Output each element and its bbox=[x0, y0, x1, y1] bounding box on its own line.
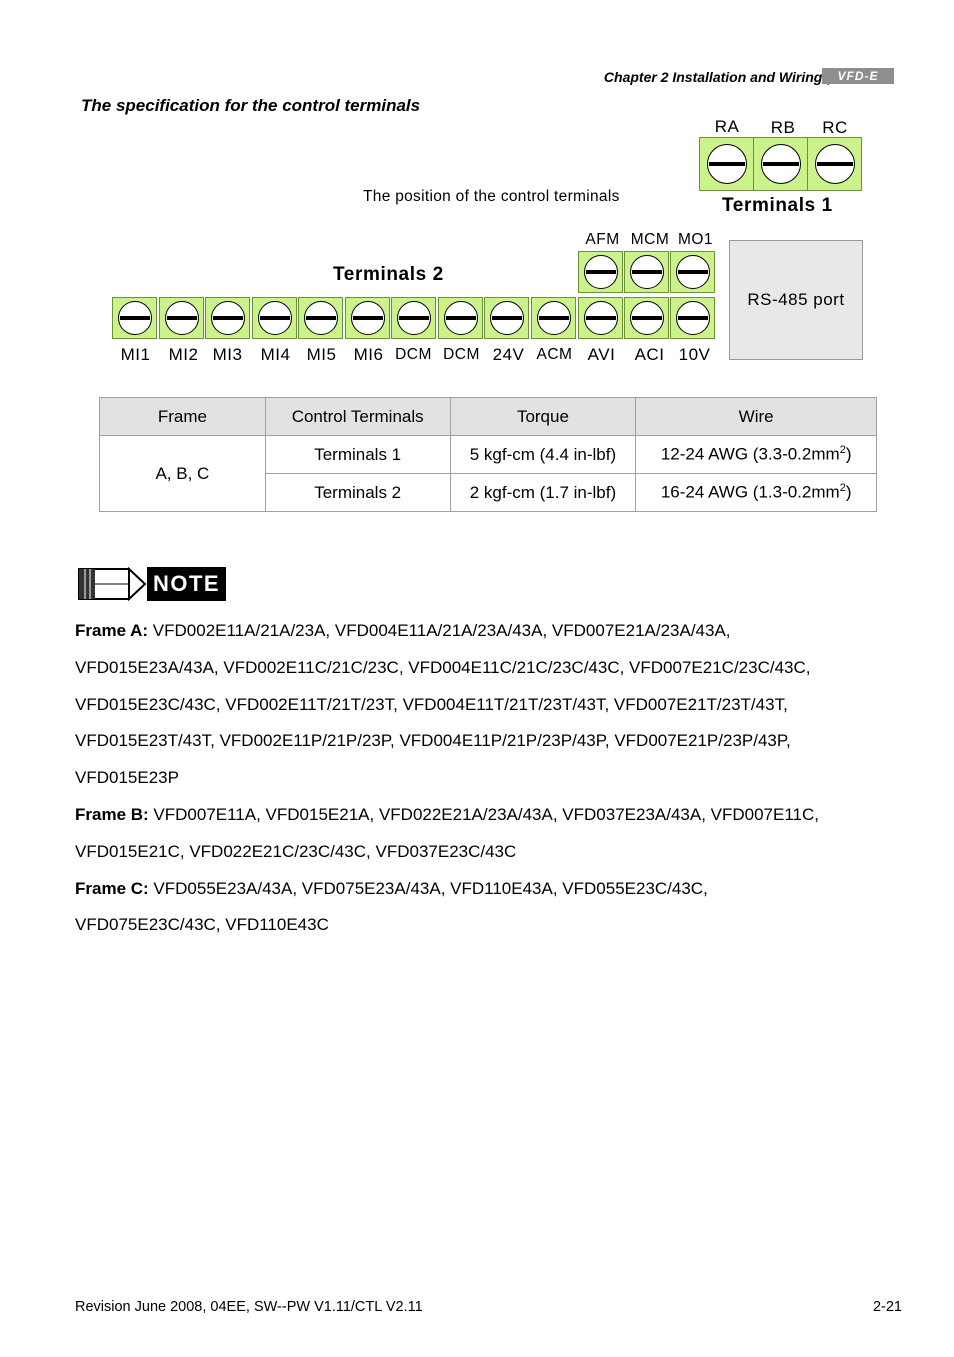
screw-icon bbox=[118, 301, 152, 335]
terminal-10v bbox=[670, 297, 715, 339]
terminals-cell: Terminals 1 bbox=[265, 436, 450, 474]
terminal-label-10v: 10V bbox=[678, 345, 711, 364]
terminal-label-mi1: MI1 bbox=[120, 345, 151, 364]
list-item bbox=[75, 797, 905, 834]
terminal-24v bbox=[484, 297, 529, 339]
terminal-mo1 bbox=[670, 251, 715, 293]
wire-text: 12-24 AWG (3.3-0.2mm bbox=[660, 444, 840, 464]
frame-a-text: VFD015E23A/43A, VFD002E11C/21C/23C, VFD004E11C/21C/23C/43C, VFD007E21C/23C/43C, bbox=[75, 657, 811, 677]
terminal-mi2 bbox=[159, 297, 204, 339]
table-header: Control Terminals bbox=[265, 398, 450, 436]
list-item bbox=[75, 871, 905, 908]
terminal-label-mcm: MCM bbox=[630, 231, 670, 248]
screw-icon bbox=[258, 301, 292, 335]
frame-a-text: VFD015E23C/43C, VFD002E11T/21T/23T, VFD004E11T/21T/23T/43T, VFD007E21T/23T/43T, bbox=[75, 694, 788, 714]
terminal-rb bbox=[753, 137, 808, 191]
frame-b-label: Frame B: bbox=[75, 804, 149, 824]
screw-icon bbox=[537, 301, 571, 335]
terminal-label-mo1: MO1 bbox=[677, 231, 714, 248]
page-number: 2-21 bbox=[872, 1299, 902, 1315]
frame-c-label: Frame C: bbox=[75, 878, 149, 898]
terminal-label-aci: ACI bbox=[634, 345, 665, 364]
torque-cell: 2 kgf-cm (1.7 in-lbf) bbox=[450, 474, 636, 512]
terminal-mi5 bbox=[298, 297, 343, 339]
wire-sup: 2 bbox=[839, 444, 846, 457]
terminal-avi bbox=[578, 297, 623, 339]
terminal-label-mi3: MI3 bbox=[212, 345, 243, 364]
frame-c-text: VFD075E23C/43C, VFD110E43C bbox=[75, 915, 329, 935]
terminal-label-24v: 24V bbox=[492, 345, 525, 364]
terminal-afm bbox=[578, 251, 623, 293]
chapter-header bbox=[604, 69, 830, 85]
wire-close: ) bbox=[845, 444, 852, 464]
position-label: The position of the control terminals bbox=[363, 188, 620, 205]
terminal-label-mi4: MI4 bbox=[260, 345, 291, 364]
wire-cell bbox=[636, 474, 877, 512]
terminal-spec-table bbox=[99, 397, 877, 512]
terminal-acm bbox=[531, 297, 576, 339]
revision-footer: Revision June 2008, 04EE, SW--PW V1.11/CTL V2.11 bbox=[75, 1299, 423, 1315]
terminal-label-avi: AVI bbox=[587, 345, 616, 364]
screw-icon bbox=[351, 301, 385, 335]
terminal-label-mi2: MI2 bbox=[168, 345, 199, 364]
table-row bbox=[100, 436, 877, 474]
screw-icon bbox=[444, 301, 478, 335]
table-header: Frame bbox=[100, 398, 266, 436]
section-title: The specification for the control terminals bbox=[81, 96, 421, 115]
terminal-label-afm: AFM bbox=[585, 231, 620, 248]
terminal-ra bbox=[699, 137, 754, 191]
frame-b-text: VFD007E11A, VFD015E21A, VFD022E21A/23A/43A, VFD037E23A/43A, VFD007E11C, bbox=[148, 804, 820, 824]
wire-text: 16-24 AWG (1.3-0.2mm bbox=[660, 482, 840, 502]
terminal-label-rb: RB bbox=[770, 118, 796, 137]
terminal-mi4 bbox=[252, 297, 297, 339]
frame-a-text: VFD015E23T/43T, VFD002E11P/21P/23P, VFD004E11P/21P/23P/43P, VFD007E21P/23P/43P, bbox=[75, 731, 791, 751]
terminal-aci bbox=[624, 297, 669, 339]
terminal-label-dcm-2: DCM bbox=[443, 346, 480, 363]
frame-c-text: VFD055E23A/43A, VFD075E23A/43A, VFD110E43A, VFD055E23C/43C, bbox=[148, 878, 708, 898]
terminal-label-dcm-1: DCM bbox=[395, 346, 432, 363]
terminal-dcm-1 bbox=[391, 297, 436, 339]
screw-icon bbox=[707, 144, 747, 184]
pencil-icon bbox=[77, 567, 147, 606]
terminal-label-ra: RA bbox=[714, 117, 740, 136]
terminal-mi3 bbox=[205, 297, 250, 339]
terminal-label-mi6: MI6 bbox=[353, 345, 384, 364]
terminals-1-name: Terminals 1 bbox=[722, 195, 833, 216]
table-header: Wire bbox=[636, 398, 877, 436]
screw-icon bbox=[165, 301, 199, 335]
frame-b-text: VFD015E21C, VFD022E21C/23C/43C, VFD037E23C/43C bbox=[75, 841, 517, 861]
screw-icon bbox=[397, 301, 431, 335]
table-header-row bbox=[100, 398, 877, 436]
frame-a-text: VFD002E11A/21A/23A, VFD004E11A/21A/23A/43A, VFD007E21A/23A/43A, bbox=[148, 621, 731, 640]
terminal-mi1 bbox=[112, 297, 157, 339]
screw-icon bbox=[676, 255, 710, 289]
screw-icon bbox=[584, 255, 618, 289]
terminal-label-mi5: MI5 bbox=[306, 345, 337, 364]
screw-icon bbox=[815, 144, 855, 184]
frame-cell: A, B, C bbox=[100, 436, 266, 512]
torque-cell: 5 kgf-cm (4.4 in-lbf) bbox=[450, 436, 636, 474]
terminal-mi6 bbox=[345, 297, 390, 339]
screw-icon bbox=[630, 255, 664, 289]
frame-a-label: Frame A: bbox=[75, 621, 149, 640]
screw-icon bbox=[630, 301, 664, 335]
list-item bbox=[75, 613, 905, 650]
chapter-title: Chapter 2 Installation and Wiring bbox=[603, 69, 823, 85]
screw-icon bbox=[761, 144, 801, 184]
rs485-port: RS-485 port bbox=[729, 240, 863, 360]
screw-icon bbox=[211, 301, 245, 335]
terminal-mcm bbox=[624, 251, 669, 293]
terminal-rc bbox=[807, 137, 862, 191]
terminals-cell: Terminals 2 bbox=[265, 474, 450, 512]
wire-close: ) bbox=[845, 482, 852, 502]
table-header: Torque bbox=[450, 398, 636, 436]
screw-icon bbox=[676, 301, 710, 335]
frame-a-list bbox=[75, 613, 905, 944]
terminal-label-acm: ACM bbox=[536, 346, 573, 363]
screw-icon bbox=[490, 301, 524, 335]
vfd-e-logo: VFD-E bbox=[822, 68, 894, 84]
wire-cell bbox=[636, 436, 877, 474]
terminal-dcm-2 bbox=[438, 297, 483, 339]
frame-a-text: VFD015E23P bbox=[75, 768, 179, 788]
terminal-label-rc: RC bbox=[822, 118, 848, 137]
terminals-2-name: Terminals 2 bbox=[333, 264, 444, 285]
screw-icon bbox=[584, 301, 618, 335]
wire-sup: 2 bbox=[839, 482, 846, 495]
note-label: NOTE bbox=[147, 567, 226, 601]
screw-icon bbox=[304, 301, 338, 335]
